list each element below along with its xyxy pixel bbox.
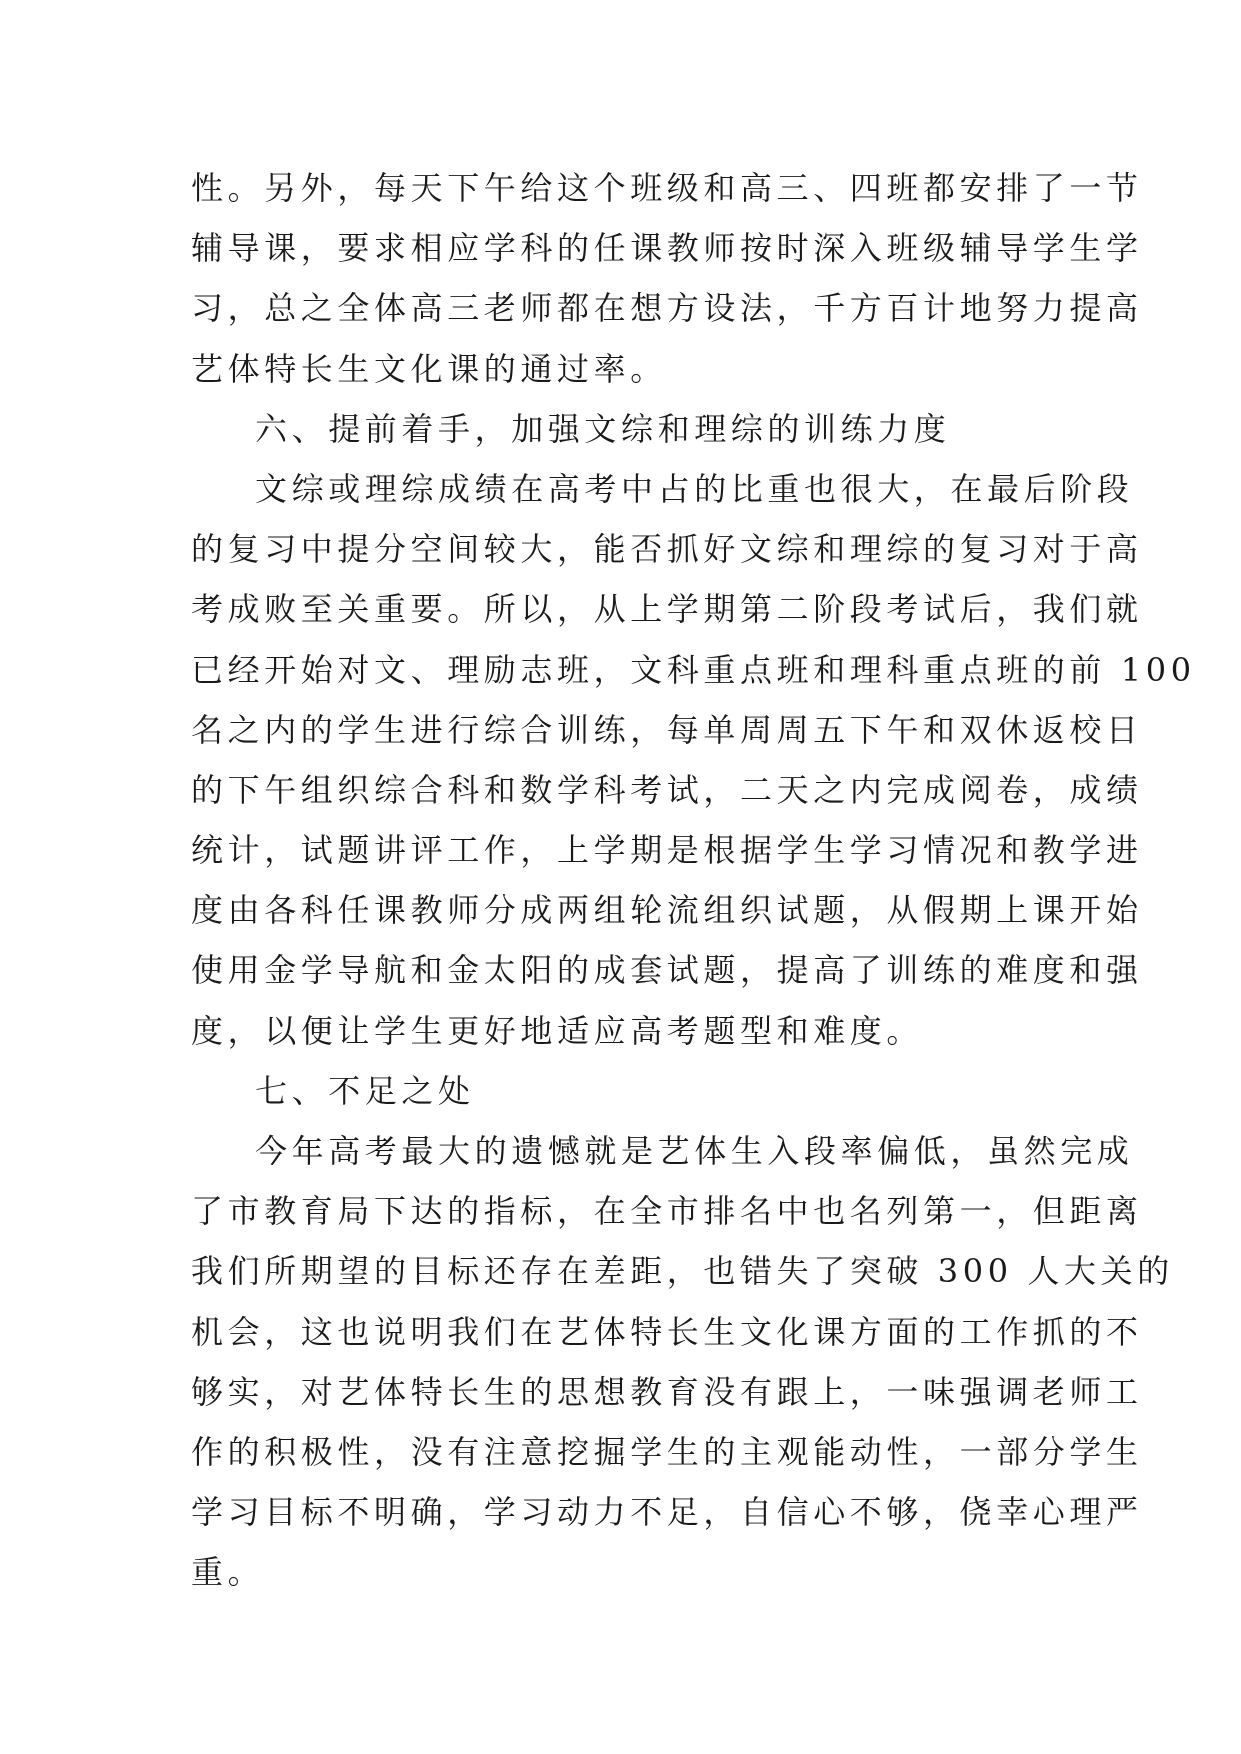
text-line: 辅导课，要求相应学科的任课教师按时深入班级辅导学生学 [191, 229, 1143, 268]
text-line: 学习目标不明确，学习动力不足，自信心不够，侥幸心理严 [191, 1493, 1143, 1532]
text-line: 度由各科任课教师分成两组轮流组织试题，从假期上课开始 [191, 891, 1143, 930]
text-line: 性。另外，每天下午给这个班级和高三、四班都安排了一节 [191, 169, 1143, 207]
text-line: 的复习中提分空间较大，能否抓好文综和理综的复习对于高 [191, 530, 1143, 569]
text-line: 了市教育局下达的指标，在全市排名中也名列第一，但距离 [191, 1192, 1143, 1231]
text-line: 的下午组织综合科和数学科考试，二天之内完成阅卷，成绩 [191, 770, 1143, 809]
body-text [191, 158, 1196, 1603]
text-line: 习，总之全体高三老师都在想方设法，千方百计地努力提高 [191, 289, 1143, 328]
text-line: 机会，这也说明我们在艺体特长生文化课方面的工作抓的不 [191, 1312, 1143, 1351]
text-line: 统计，试题讲评工作，上学期是根据学生学习情况和教学进 [191, 831, 1143, 870]
section-heading: 六、提前着手，加强文综和理综的训练力度 [255, 409, 951, 448]
text-line: 文综或理综成绩在高考中占的比重也很大，在最后阶段 [255, 469, 1134, 508]
text-line: 使用金学导航和金太阳的成套试题，提高了训练的难度和强 [191, 951, 1143, 990]
text-line: 作的积极性，没有注意挖掘学生的主观能动性，一部分学生 [191, 1432, 1143, 1471]
text-line: 度，以便让学生更好地适应高考题型和难度。 [191, 1011, 924, 1050]
text-line: 考成败至关重要。所以，从上学期第二阶段考试后，我们就 [191, 590, 1143, 629]
text-line: 名之内的学生进行综合训练，每单周周五下午和双休返校日 [191, 710, 1143, 749]
text-line: 艺体特长生文化课的通过率。 [191, 349, 667, 388]
section-heading: 七、不足之处 [255, 1071, 475, 1110]
text-line: 已经开始对文、理励志班，文科重点班和理科重点班的前 100 [191, 650, 1196, 689]
text-line: 今年高考最大的遗憾就是艺体生入段率偏低，虽然完成 [255, 1132, 1134, 1170]
text-line: 我们所期望的目标还存在差距，也错失了突破 300 人大关的 [191, 1252, 1174, 1291]
text-line: 重。 [191, 1553, 265, 1592]
text-line: 够实，对艺体特长生的思想教育没有跟上，一味强调老师工 [191, 1372, 1143, 1411]
